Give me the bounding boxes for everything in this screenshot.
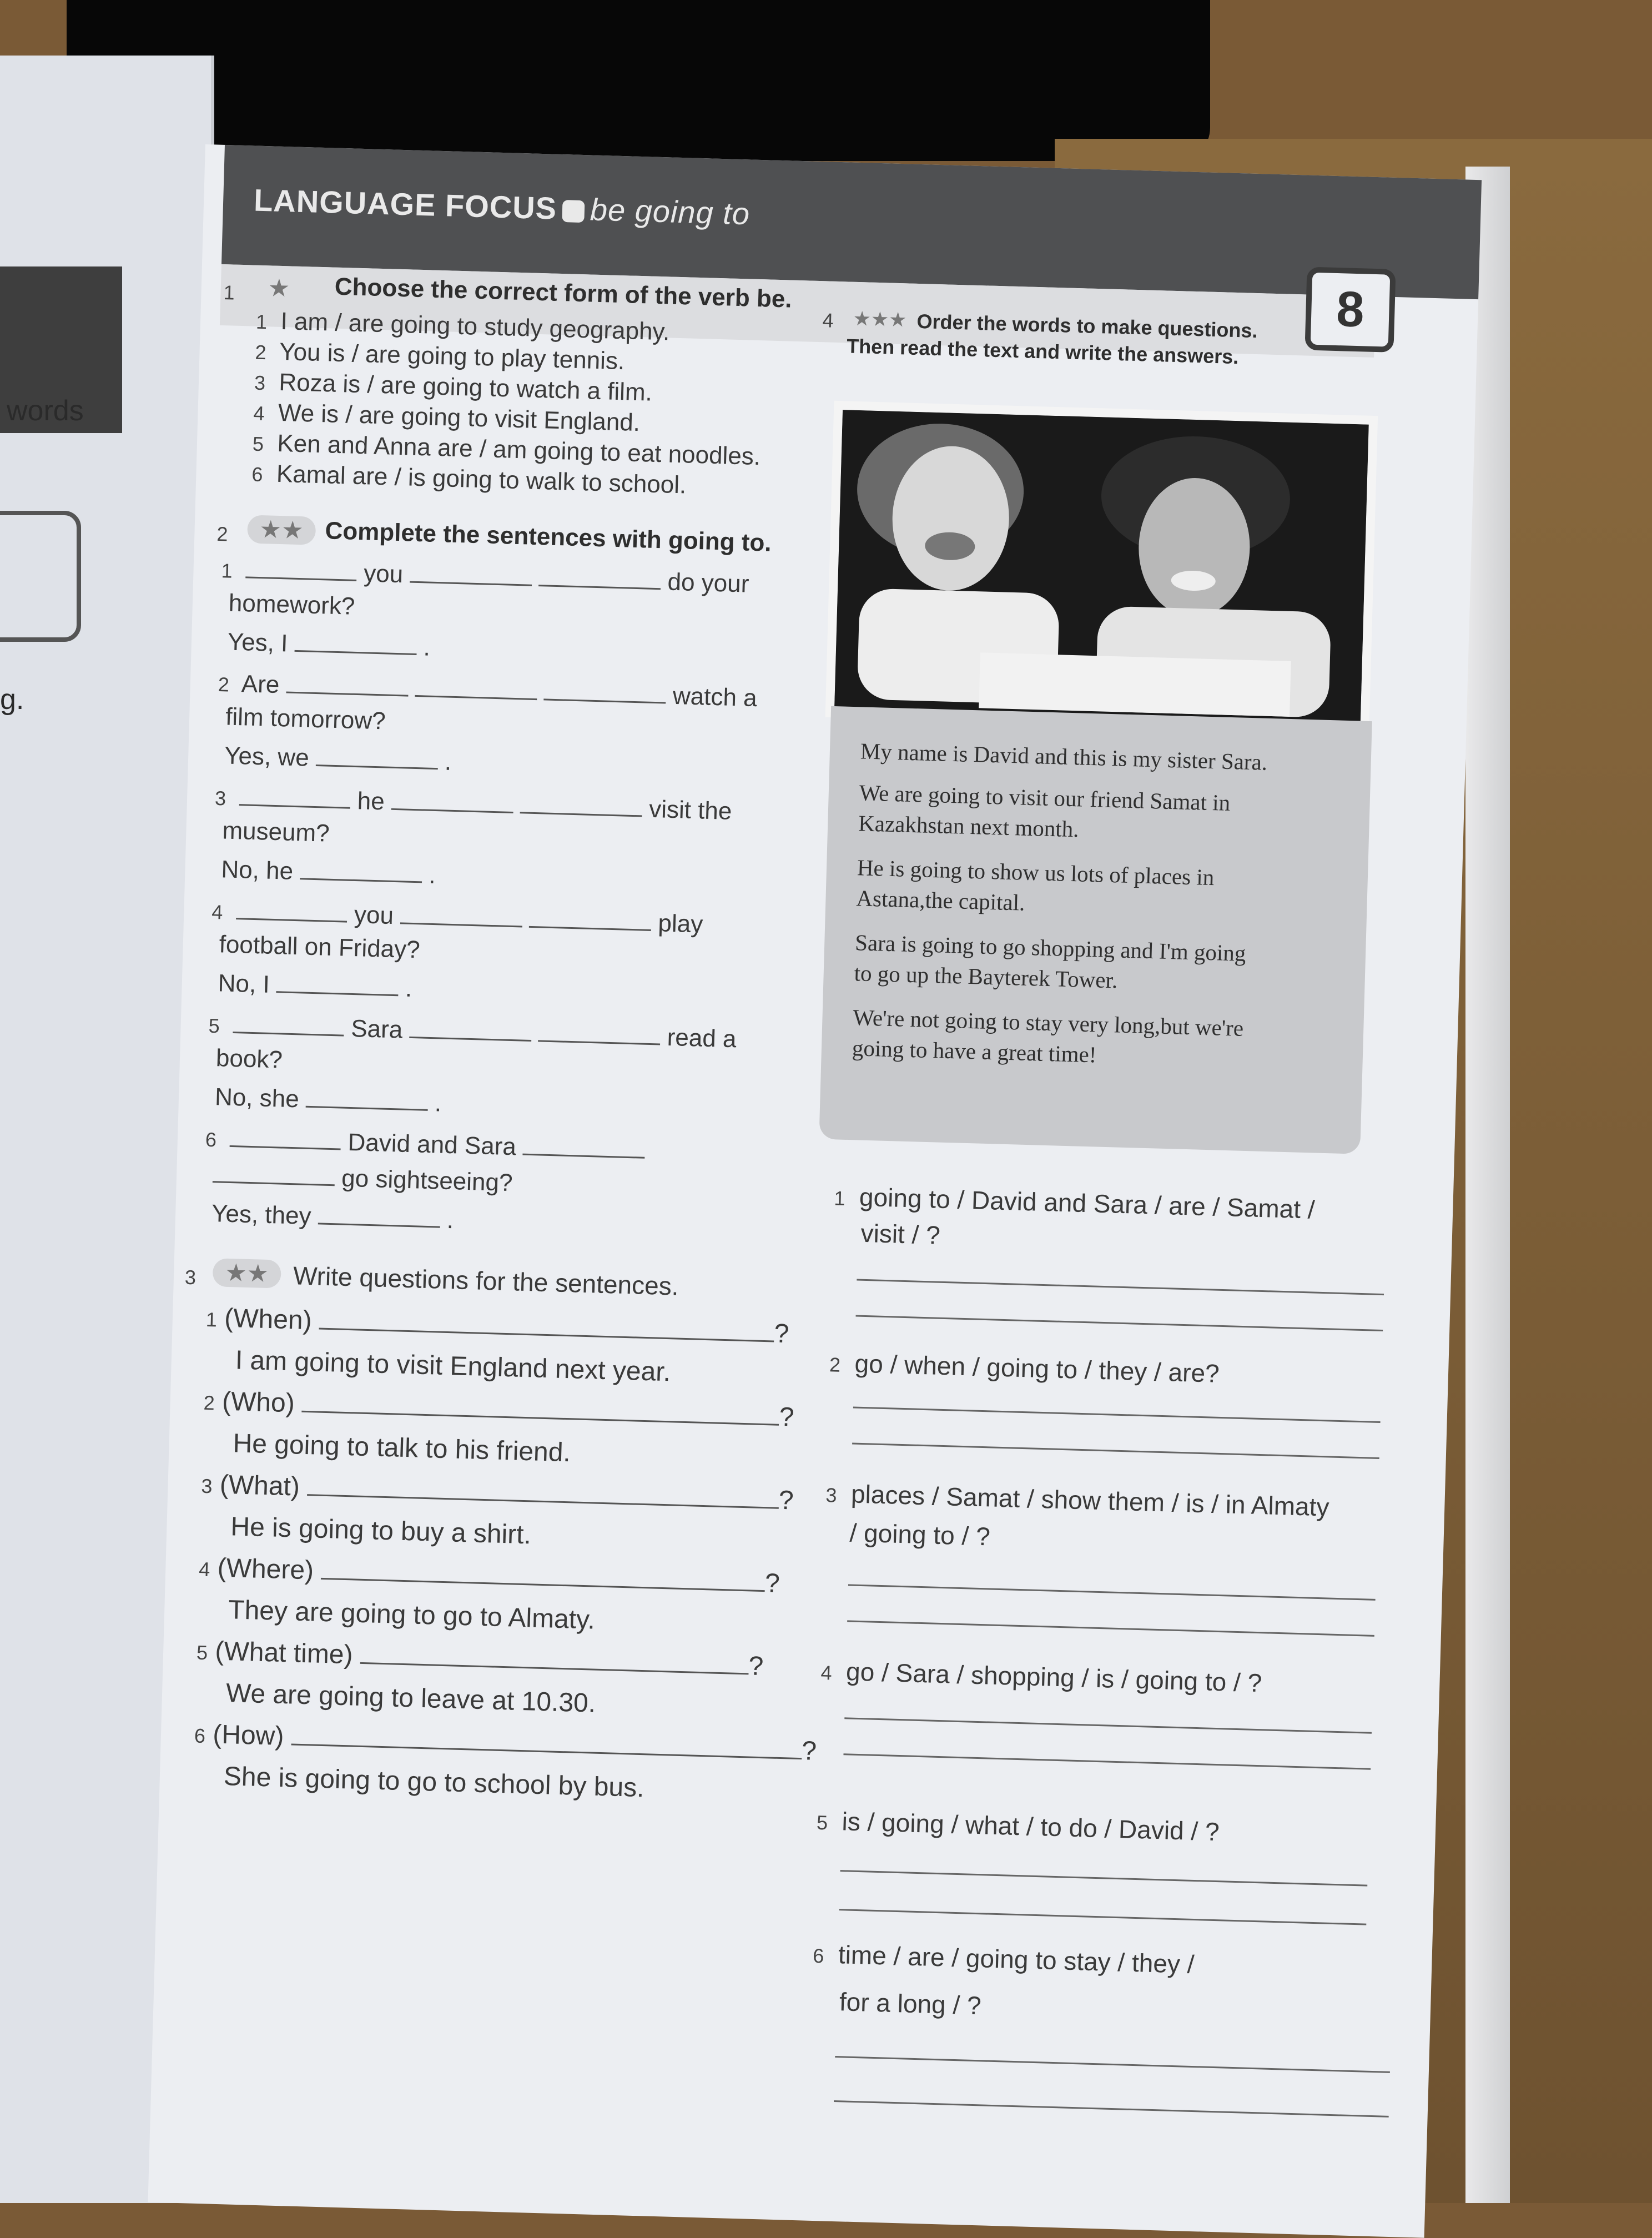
ex2-item-5-answer: No, she . — [214, 1083, 442, 1117]
answer-line[interactable] — [840, 1870, 1368, 1887]
ex2-item-1-line2: homework? — [228, 589, 355, 620]
reading-line-2: We are going to visit our friend Samat in — [859, 779, 1231, 816]
answer-blank[interactable] — [307, 1475, 779, 1509]
ex1-item-4: 4 We is / are going to visit England. — [253, 399, 641, 437]
ex4-instruction-line1: Order the words to make questions. — [916, 309, 1258, 343]
ex1-item-5: 5 Ken and Anna are / am going to eat noodles. — [252, 429, 761, 471]
answer-blank[interactable] — [360, 1643, 749, 1675]
ex2-item-4-line1: 4 you play — [211, 897, 703, 939]
page-title: LANGUAGE FOCUS be going to — [253, 182, 751, 232]
left-page-fragment: g. — [0, 683, 24, 716]
answer-line[interactable] — [857, 1279, 1384, 1296]
ex2-item-6-line1: 6 David and Sara — [205, 1125, 645, 1165]
answer-line[interactable] — [847, 1620, 1374, 1637]
ex4-question-6-line1: 6 time / are / going to stay / they / — [812, 1940, 1195, 1979]
workbook-page — [148, 144, 1482, 2238]
answer-blank[interactable] — [302, 1392, 780, 1426]
ex2-star-icon: ★★ — [247, 515, 316, 545]
answer-blank[interactable] — [410, 562, 532, 586]
ex2-item-4-line2: football on Friday? — [219, 931, 421, 964]
ex2-item-5-line2: book? — [215, 1044, 283, 1074]
ex3-item-4-sentence: They are going to go to Almaty. — [228, 1595, 596, 1635]
answer-blank[interactable] — [400, 903, 523, 927]
ex3-item-4-question: 4 (Where) ? — [198, 1553, 780, 1598]
answer-blank[interactable] — [291, 1724, 802, 1759]
photo-david-and-sara — [834, 410, 1369, 723]
ex3-number: 3 — [184, 1265, 197, 1289]
reading-line-3: Kazakhstan next month. — [858, 810, 1080, 842]
ex3-item-3-sentence: He is going to buy a shirt. — [230, 1512, 532, 1550]
ex3-item-2-sentence: He going to talk to his friend. — [232, 1429, 571, 1468]
ex2-item-1-answer: Yes, I . — [227, 628, 431, 661]
answer-blank[interactable] — [544, 680, 667, 703]
answer-blank[interactable] — [529, 907, 652, 931]
answer-blank[interactable] — [286, 672, 409, 696]
reading-line-7: to go up the Bayterek Tower. — [854, 960, 1118, 993]
answer-line[interactable] — [853, 1406, 1381, 1423]
ex4-question-4: 4 go / Sara / shopping / is / going to / ? — [820, 1657, 1262, 1698]
ex1-instruction: Choose the correct form of the verb be. — [334, 273, 793, 313]
answer-blank[interactable] — [239, 785, 351, 809]
ex2-item-2-line1: 2 Are watch a — [218, 670, 758, 712]
reading-line-8: We're not going to stay very long,but we're — [852, 1004, 1244, 1041]
two-children-illustration — [834, 410, 1369, 723]
reading-line-6: Sara is going to go shopping and I'm going — [854, 929, 1247, 966]
answer-blank[interactable] — [520, 793, 643, 817]
ex2-item-6-answer: Yes, they . — [211, 1200, 454, 1234]
reading-line-1: My name is David and this is my sister Sara. — [860, 738, 1268, 775]
answer-blank[interactable] — [300, 859, 422, 883]
answer-line[interactable] — [834, 2100, 1389, 2118]
answer-blank[interactable] — [523, 1135, 646, 1159]
answer-blank[interactable] — [294, 631, 417, 655]
answer-blank[interactable] — [213, 1162, 335, 1186]
ex1-item-3: 3 Roza is / are going to watch a film. — [254, 368, 653, 406]
ex1-item-6: 6 Kamal are / is going to walk to school. — [251, 460, 687, 499]
answer-line[interactable] — [855, 1315, 1383, 1332]
bullet-square-icon — [562, 200, 585, 223]
ex3-item-5-question: 5 (What time) ? — [196, 1636, 764, 1682]
ex4-star-icon: ★★★ — [853, 306, 908, 331]
ex2-item-2-answer: Yes, we . — [224, 742, 452, 776]
ex1-item-2: 2 You is / are going to play tennis. — [255, 338, 625, 375]
dark-device-background — [67, 0, 1210, 161]
answer-line[interactable] — [835, 2056, 1390, 2073]
ex2-item-5-line1: 5 Sara read a — [208, 1011, 737, 1054]
answer-line[interactable] — [839, 1909, 1367, 1925]
ex3-item-1-sentence: I am going to visit England next year. — [235, 1345, 671, 1387]
ex4-question-6-line2: for a long / ? — [839, 1987, 982, 2020]
ex4-question-5: 5 is / going / what / to do / David / ? — [816, 1807, 1220, 1847]
ex4-question-1-line2: visit / ? — [860, 1218, 941, 1250]
answer-blank[interactable] — [538, 566, 661, 590]
ex3-item-2-question: 2 (Who) ? — [203, 1386, 795, 1432]
reading-line-9: going to have a great time! — [852, 1035, 1097, 1068]
ex4-question-3-line2: / going to / ? — [849, 1518, 991, 1551]
ex2-item-4-answer: No, I . — [218, 969, 412, 1002]
answer-blank[interactable] — [409, 1018, 532, 1042]
answer-blank[interactable] — [230, 1126, 341, 1150]
answer-blank[interactable] — [318, 1204, 440, 1228]
answer-line[interactable] — [843, 1753, 1371, 1770]
ex1-number: 1 — [223, 281, 235, 304]
answer-blank[interactable] — [538, 1021, 661, 1045]
answer-line[interactable] — [848, 1584, 1376, 1601]
ex2-item-2-line2: film tomorrow? — [225, 703, 386, 735]
ex3-item-5-sentence: We are going to leave at 10.30. — [225, 1678, 596, 1718]
answer-blank[interactable] — [321, 1559, 765, 1592]
ex3-star-pill — [213, 1258, 281, 1288]
answer-blank[interactable] — [246, 557, 357, 581]
left-page-box — [0, 511, 81, 642]
ex1-star-icon: ★ — [268, 274, 290, 303]
ex3-item-6-question: 6 (How) ? — [194, 1719, 817, 1766]
ex1-item-1: 1 I am / are going to study geography. — [255, 307, 671, 346]
photo-frame — [825, 401, 1378, 732]
answer-blank[interactable] — [233, 1013, 345, 1037]
ex2-item-6-line2: go sightseeing? — [212, 1161, 513, 1197]
ex2-item-3-line2: museum? — [221, 817, 330, 847]
ex4-question-2: 2 go / when / going to / they / are? — [829, 1349, 1220, 1388]
ex2-instruction: Complete the sentences with going to. — [324, 517, 772, 557]
ex2-item-3-line1: 3 he visit the — [214, 783, 732, 826]
ex4-question-3-line1: 3 places / Samat / show them / is / in Almaty — [825, 1479, 1330, 1522]
ex2-star-pill — [247, 515, 316, 545]
ex3-item-1-question: 1 (When) ? — [205, 1303, 790, 1349]
answer-blank[interactable] — [276, 972, 399, 996]
ex2-item-1-line1: 1 you do your — [221, 556, 749, 599]
answer-line[interactable] — [852, 1442, 1379, 1459]
answer-blank[interactable] — [415, 676, 537, 700]
ex3-item-6-sentence: She is going to go to school by bus. — [223, 1762, 645, 1803]
answer-blank[interactable] — [319, 1309, 775, 1342]
reading-line-5: Astana,the capital. — [855, 885, 1026, 916]
ex3-star-icon: ★★ — [213, 1258, 281, 1288]
answer-blank[interactable] — [391, 789, 514, 813]
ex4-question-1-line1: 1 going to / David and Sara / are / Samat / — [833, 1182, 1316, 1224]
ex4-number: 4 — [822, 309, 834, 332]
ex3-item-3-question: 3 (What) ? — [200, 1470, 794, 1516]
answer-blank[interactable] — [316, 746, 439, 770]
answer-blank[interactable] — [306, 1087, 429, 1111]
page-subtitle: be going to — [590, 192, 751, 232]
unit-number-badge: 8 — [1305, 266, 1396, 352]
ex4-instruction-line2: Then read the text and write the answers. — [846, 334, 1239, 369]
ex2-number: 2 — [216, 522, 229, 546]
answer-blank[interactable] — [236, 899, 348, 923]
reading-line-4: He is going to show us lots of places in — [857, 854, 1215, 891]
ex2-item-3-answer: No, he . — [220, 856, 436, 889]
ex3-instruction: Write questions for the sentences. — [293, 1261, 679, 1301]
left-page-word: words — [7, 395, 84, 427]
answer-line[interactable] — [844, 1717, 1372, 1734]
